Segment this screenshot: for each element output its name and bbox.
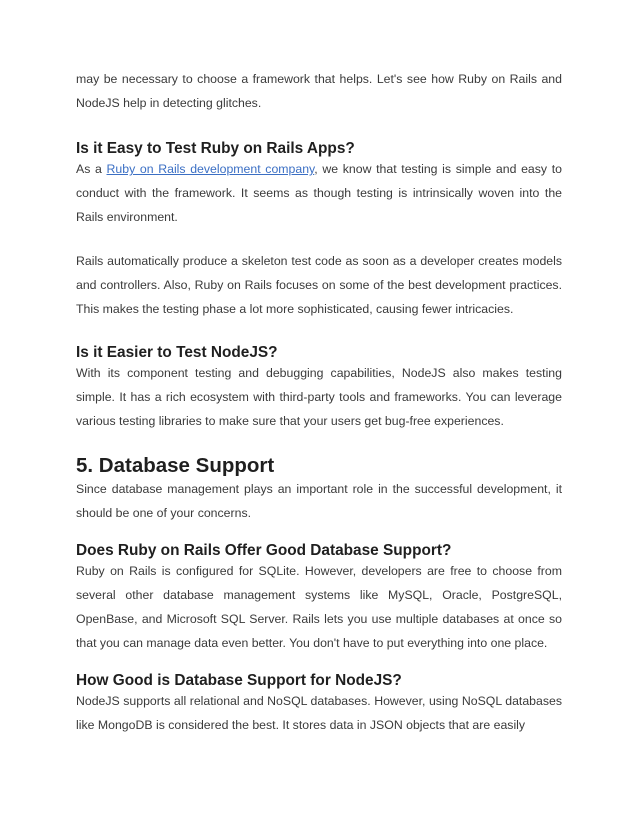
heading-test-node: Is it Easier to Test NodeJS? xyxy=(76,344,278,361)
paragraph-text: As a xyxy=(76,162,107,176)
heading-db-node: How Good is Database Support for NodeJS? xyxy=(76,672,402,689)
paragraph-test-node: With its component testing and debugging capabilities, NodeJS also makes testing simple. It has a rich ecosystem with third-party tools and frameworks. You can leverage various testing libraries to make sure that your users get bug-free experiences. xyxy=(76,366,562,428)
paragraph-db-rails: Ruby on Rails is configured for SQLite. However, developers are free to choose from several other database management systems like MySQL, Oracle, PostgreSQL, OpenBase, and Microsoft SQL Server. Rails lets you use multiple databases at once so that you can manage data even better. You don't have to put everything into one place. xyxy=(76,564,562,650)
document-page xyxy=(76,67,562,737)
paragraph-database-support: Since database management plays an important role in the successful development, it should be one of your concerns. xyxy=(76,482,562,520)
paragraph-test-rails-2: Rails automatically produce a skeleton test code as soon as a developer creates models and controllers. Also, Ruby on Rails focuses on some of the best development practices. This makes the testing phase a lot more sophisticated, causing fewer intricacies. xyxy=(76,254,562,316)
heading-database-support: 5. Database Support xyxy=(76,454,275,477)
rails-company-link[interactable]: Ruby on Rails development company xyxy=(106,162,315,176)
paragraph-text: , we know that testing is simple and easy to conduct with the framework. It seems as though testing is intrinsically woven into the Rails environment. xyxy=(76,162,562,224)
heading-db-rails: Does Ruby on Rails Offer Good Database Support? xyxy=(76,542,452,559)
paragraph-db-node: NodeJS supports all relational and NoSQL databases. However, using NoSQL databases like MongoDB is considered the best. It stores data in JSON objects that are easily xyxy=(76,694,562,732)
intro-paragraph: may be necessary to choose a framework that helps. Let's see how Ruby on Rails and NodeJS help in detecting glitches. xyxy=(76,72,562,110)
heading-test-rails: Is it Easy to Test Ruby on Rails Apps? xyxy=(76,140,355,157)
paragraph-test-rails-1 xyxy=(76,157,562,229)
